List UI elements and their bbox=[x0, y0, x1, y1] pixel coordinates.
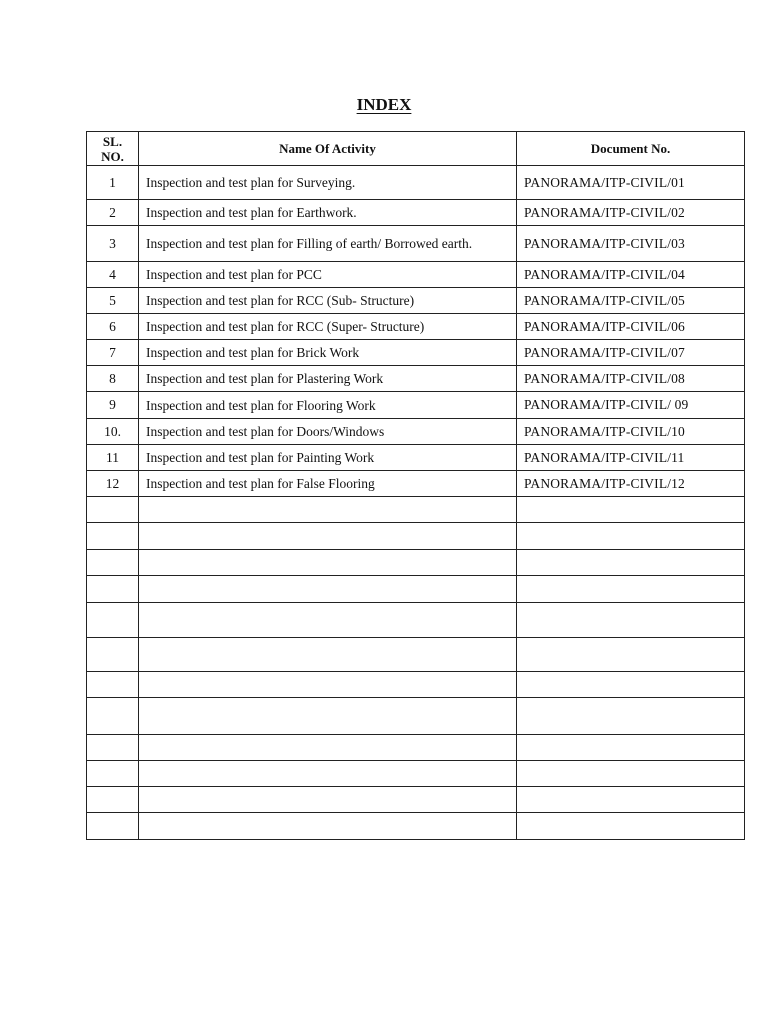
cell-activity-name bbox=[139, 698, 517, 735]
page-title bbox=[0, 94, 768, 116]
index-table bbox=[86, 131, 745, 840]
header-row bbox=[87, 132, 745, 166]
table-row bbox=[87, 419, 745, 445]
cell-sl-no: 11 bbox=[87, 445, 139, 471]
table-row bbox=[87, 445, 745, 471]
cell-document-no: PANORAMA/ITP-CIVIL/07 bbox=[517, 340, 745, 366]
cell-document-no bbox=[517, 813, 745, 840]
cell-sl-no bbox=[87, 638, 139, 672]
cell-activity-name bbox=[139, 576, 517, 603]
cell-sl-no: 12 bbox=[87, 471, 139, 497]
cell-sl-no bbox=[87, 523, 139, 550]
cell-sl-no bbox=[87, 672, 139, 698]
cell-document-no bbox=[517, 787, 745, 813]
cell-activity-name bbox=[139, 523, 517, 550]
cell-document-no bbox=[517, 576, 745, 603]
cell-activity-name: Inspection and test plan for Flooring Work bbox=[139, 392, 517, 419]
cell-document-no: PANORAMA/ITP-CIVIL/08 bbox=[517, 366, 745, 392]
cell-document-no: PANORAMA/ITP-CIVIL/ 09 bbox=[517, 392, 745, 419]
cell-document-no bbox=[517, 672, 745, 698]
cell-sl-no bbox=[87, 603, 139, 638]
cell-sl-no: 9 bbox=[87, 392, 139, 419]
cell-activity-name bbox=[139, 672, 517, 698]
cell-document-no bbox=[517, 761, 745, 787]
empty-table-row bbox=[87, 497, 745, 523]
cell-activity-name bbox=[139, 735, 517, 761]
cell-sl-no bbox=[87, 550, 139, 576]
cell-activity-name: Inspection and test plan for Plastering Work bbox=[139, 366, 517, 392]
empty-table-row bbox=[87, 603, 745, 638]
empty-table-row bbox=[87, 638, 745, 672]
cell-document-no: PANORAMA/ITP-CIVIL/11 bbox=[517, 445, 745, 471]
cell-document-no bbox=[517, 497, 745, 523]
cell-sl-no bbox=[87, 576, 139, 603]
cell-activity-name: Inspection and test plan for PCC bbox=[139, 262, 517, 288]
cell-document-no bbox=[517, 698, 745, 735]
cell-document-no bbox=[517, 735, 745, 761]
cell-sl-no: 2 bbox=[87, 200, 139, 226]
cell-sl-no: 3 bbox=[87, 226, 139, 262]
table-row bbox=[87, 314, 745, 340]
empty-table-row bbox=[87, 761, 745, 787]
cell-sl-no bbox=[87, 698, 139, 735]
cell-activity-name bbox=[139, 813, 517, 840]
cell-activity-name bbox=[139, 550, 517, 576]
cell-sl-no bbox=[87, 735, 139, 761]
page-title-text: INDEX bbox=[356, 95, 412, 114]
table-row bbox=[87, 262, 745, 288]
empty-table-row bbox=[87, 698, 745, 735]
table-row bbox=[87, 340, 745, 366]
cell-sl-no bbox=[87, 787, 139, 813]
cell-activity-name: Inspection and test plan for False Flooring bbox=[139, 471, 517, 497]
table-body bbox=[87, 166, 745, 840]
cell-activity-name: Inspection and test plan for Surveying. bbox=[139, 166, 517, 200]
cell-sl-no: 4 bbox=[87, 262, 139, 288]
cell-document-no bbox=[517, 638, 745, 672]
cell-activity-name: Inspection and test plan for Brick Work bbox=[139, 340, 517, 366]
cell-activity-name: Inspection and test plan for RCC (Super- Structure) bbox=[139, 314, 517, 340]
cell-document-no bbox=[517, 523, 745, 550]
cell-sl-no bbox=[87, 761, 139, 787]
cell-activity-name: Inspection and test plan for RCC (Sub- Structure) bbox=[139, 288, 517, 314]
cell-document-no: PANORAMA/ITP-CIVIL/05 bbox=[517, 288, 745, 314]
table-row bbox=[87, 471, 745, 497]
cell-sl-no bbox=[87, 813, 139, 840]
cell-activity-name bbox=[139, 603, 517, 638]
table-row bbox=[87, 366, 745, 392]
cell-activity-name bbox=[139, 761, 517, 787]
empty-table-row bbox=[87, 735, 745, 761]
table-row bbox=[87, 288, 745, 314]
cell-activity-name bbox=[139, 787, 517, 813]
cell-document-no bbox=[517, 550, 745, 576]
empty-table-row bbox=[87, 672, 745, 698]
table-row bbox=[87, 226, 745, 262]
cell-document-no: PANORAMA/ITP-CIVIL/12 bbox=[517, 471, 745, 497]
empty-table-row bbox=[87, 576, 745, 603]
cell-sl-no bbox=[87, 497, 139, 523]
cell-document-no: PANORAMA/ITP-CIVIL/10 bbox=[517, 419, 745, 445]
cell-document-no: PANORAMA/ITP-CIVIL/03 bbox=[517, 226, 745, 262]
cell-activity-name: Inspection and test plan for Painting Work bbox=[139, 445, 517, 471]
cell-sl-no: 8 bbox=[87, 366, 139, 392]
cell-activity-name: Inspection and test plan for Filling of earth/ Borrowed earth. bbox=[139, 226, 517, 262]
header-document-no: Document No. bbox=[517, 132, 745, 166]
empty-table-row bbox=[87, 787, 745, 813]
header-sl-no: SL. NO. bbox=[87, 132, 139, 166]
table-row bbox=[87, 200, 745, 226]
cell-document-no: PANORAMA/ITP-CIVIL/02 bbox=[517, 200, 745, 226]
header-name-of-activity: Name Of Activity bbox=[139, 132, 517, 166]
table-row bbox=[87, 392, 745, 419]
cell-activity-name bbox=[139, 638, 517, 672]
cell-sl-no: 6 bbox=[87, 314, 139, 340]
empty-table-row bbox=[87, 813, 745, 840]
cell-activity-name bbox=[139, 497, 517, 523]
cell-document-no: PANORAMA/ITP-CIVIL/04 bbox=[517, 262, 745, 288]
cell-activity-name: Inspection and test plan for Earthwork. bbox=[139, 200, 517, 226]
empty-table-row bbox=[87, 523, 745, 550]
cell-activity-name: Inspection and test plan for Doors/Windows bbox=[139, 419, 517, 445]
empty-table-row bbox=[87, 550, 745, 576]
table-row bbox=[87, 166, 745, 200]
cell-sl-no: 10. bbox=[87, 419, 139, 445]
cell-document-no bbox=[517, 603, 745, 638]
cell-sl-no: 5 bbox=[87, 288, 139, 314]
cell-sl-no: 7 bbox=[87, 340, 139, 366]
cell-document-no: PANORAMA/ITP-CIVIL/01 bbox=[517, 166, 745, 200]
cell-sl-no: 1 bbox=[87, 166, 139, 200]
cell-document-no: PANORAMA/ITP-CIVIL/06 bbox=[517, 314, 745, 340]
